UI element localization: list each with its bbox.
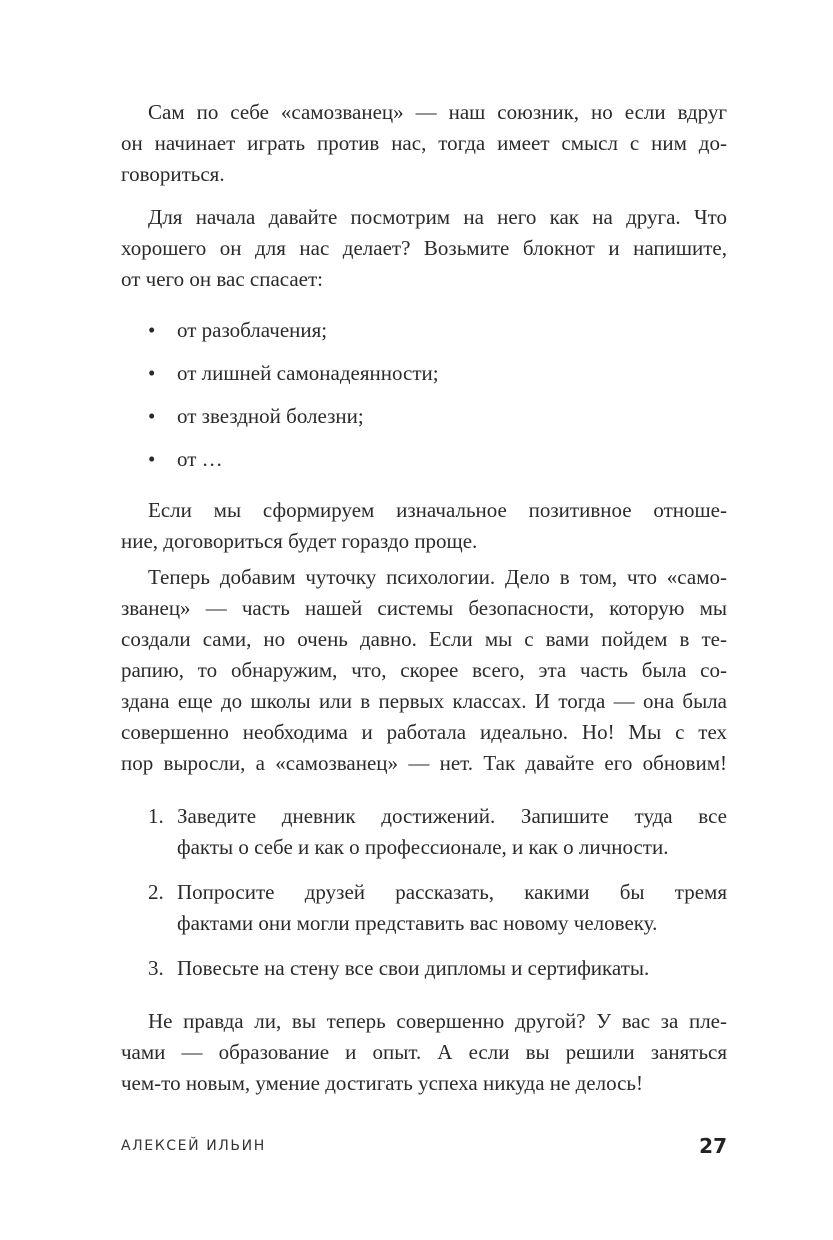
text-line: Если мы сформируем изначальное позитивное отноше-	[148, 498, 727, 522]
page-number: 27	[699, 1134, 727, 1158]
text-line: Не правда ли, вы теперь совершенно другой? У вас за пле-	[148, 1009, 727, 1033]
numbered-item	[121, 877, 727, 939]
page-body	[121, 97, 727, 1099]
text-line: Сам по себе «самозванец» — наш союзник, но если вдруг	[148, 100, 727, 124]
text-line: Попросите друзей рассказать, какими бы тремя	[177, 880, 727, 904]
running-footer-author: АЛЕКСЕЙ ИЛЬИН	[121, 1138, 266, 1154]
text-line: Повесьте на стену все свои дипломы и сертификаты.	[177, 956, 650, 980]
bullet-marker: •	[148, 318, 156, 342]
paragraph-1	[121, 97, 727, 190]
text-line: званец» — часть нашей системы безопасности, которую мы	[121, 596, 727, 620]
text-line: он начинает играть против нас, тогда имеет смысл с ним до-	[121, 131, 727, 155]
text-line: факты о себе и как о профессионале, и как о личности.	[177, 835, 669, 859]
text-line: чем-то новым, умение достигать успеха никуда не делось!	[121, 1071, 644, 1095]
bullet-item	[121, 444, 727, 475]
numbered-item	[121, 953, 727, 984]
text-line: чами — образование и опыт. А если вы решили заняться	[121, 1040, 727, 1064]
text-line: хорошего он для нас делает? Возьмите блокнот и напишите,	[121, 236, 727, 260]
paragraph-5	[121, 1006, 727, 1099]
bullet-text: от …	[177, 447, 223, 471]
text-line: от чего он вас спасает:	[121, 267, 324, 291]
text-line: пор выросли, а «самозванец» — нет. Так давайте его обновим!	[121, 751, 727, 775]
text-line: фактами они могли представить вас новому человеку.	[177, 911, 658, 935]
text-line: Для начала давайте посмотрим на него как на друга. Что	[148, 205, 727, 229]
text-line: говориться.	[121, 162, 225, 186]
bullet-item	[121, 401, 727, 432]
item-number: 1.	[148, 804, 164, 828]
bullet-marker: •	[148, 447, 156, 471]
bullet-text: от лишней самонадеянности;	[177, 361, 439, 385]
paragraph-4	[121, 562, 727, 779]
numbered-item	[121, 801, 727, 863]
bullet-marker: •	[148, 404, 156, 428]
text-line: здана еще до школы или в первых классах. И тогда — она была	[121, 689, 727, 713]
text-line: Теперь добавим чуточку психологии. Дело в том, что «само-	[148, 565, 727, 589]
text-line: создали сами, но очень давно. Если мы с вами пойдем в те-	[121, 627, 727, 651]
text-line: совершенно необходима и работала идеально. Но! Мы с тех	[121, 720, 727, 744]
bullet-text: от звездной болезни;	[177, 404, 364, 428]
bullet-marker: •	[148, 361, 156, 385]
text-line: рапию, то обнаружим, что, скорее всего, эта часть была со-	[121, 658, 727, 682]
paragraph-3	[121, 495, 727, 557]
item-number: 2.	[148, 880, 164, 904]
paragraph-2	[121, 202, 727, 295]
bullet-text: от разоблачения;	[177, 318, 328, 342]
text-line: ние, договориться будет гораздо проще.	[121, 529, 478, 553]
item-number: 3.	[148, 956, 164, 980]
bullet-item	[121, 358, 727, 389]
bullet-item	[121, 315, 727, 346]
text-line: Заведите дневник достижений. Запишите туда все	[177, 804, 727, 828]
